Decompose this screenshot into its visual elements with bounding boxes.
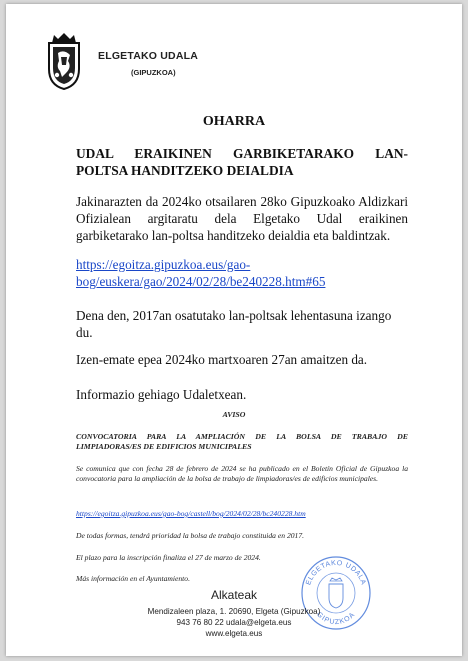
aviso-link-wrap [76,509,408,519]
footer-website: www.elgeta.eus [205,629,263,638]
aviso-paragraph-4: Más información en el Ayuntamiento. [76,574,190,583]
org-region: (GIPUZKOA) [131,68,176,77]
notice-paragraph-4: Informazio gehiago Udaletxean. [76,387,247,402]
footer-contact: 943 76 80 22 udala@elgeta.eus [176,618,292,627]
aviso-paragraph-2: De todas formas, tendrá prioridad la bolsa de trabajo constituida en 2017. [76,531,305,540]
aviso-heading-line-2: LIMPIADORAS/ES DE EDIFICIOS MUNICIPALES [76,442,252,451]
aviso-link[interactable]: https://egoitza.gipuzkoa.eus/gao-bog/castell/bog/2024/02/28/bc240228.htm [76,509,306,518]
signature: Alkateak [210,588,258,602]
footer-address: Mendizaleen plaza, 1. 20690, Elgeta (Gipuzkoa) [147,607,321,616]
aviso-paragraph-1: Se comunica que con fecha 28 de febrero de 2024 se ha publicado en el Boletín Oficial de Gipuzkoa la convocatoria para la ampliación de la bolsa de trabajo de limpiadoras/es de edificios municipales. [76,464,408,483]
notice-paragraph-1: Jakinarazten da 2024ko otsailaren 28ko Gipuzkoako Aldizkari Ofizialean argitaratu dela Elgetako Udal eraikinen garbiketarako lan-poltsa handitzeko deialdia eta baldintzak. [76,194,408,243]
notice-heading-line-1: UDAL ERAIKINEN GARBIKETARAKO LAN- [76,146,408,161]
aviso-title: AVISO [222,410,246,419]
notice-heading [76,145,408,179]
notice-link-line-1[interactable]: https://egoitza.gipuzkoa.eus/gao- [76,257,251,272]
stamp-text-bottom: GIPUZKOA [315,611,357,627]
org-name: ELGETAKO UDALA [98,50,199,62]
coat-of-arms-icon [44,31,84,91]
document-page [6,4,462,656]
notice-paragraph-2: Dena den, 2017an osatutako lan-poltsak lehentasuna izango du. [76,308,392,340]
notice-link-line-2[interactable]: bog/euskera/gao/2024/02/28/be240228.htm#65 [76,273,326,289]
stamp-text-top: ELGETAKO UDALA [305,559,367,587]
aviso-heading [76,432,408,452]
aviso-heading-line-1: CONVOCATORIA PARA LA AMPLIACIÓN DE LA BOLSA DE TRABAJO DE [76,432,408,441]
notice-link[interactable] [76,257,408,291]
aviso-paragraph-3: El plazo para la inscripción finaliza el 27 de marzo de 2024. [76,553,261,562]
notice-title: OHARRA [202,114,266,129]
notice-heading-line-2: POLTSA HANDITZEKO DEIALDIA [76,163,294,178]
notice-paragraph-3: Izen-emate epea 2024ko martxoaren 27an amaitzen da. [76,352,368,367]
